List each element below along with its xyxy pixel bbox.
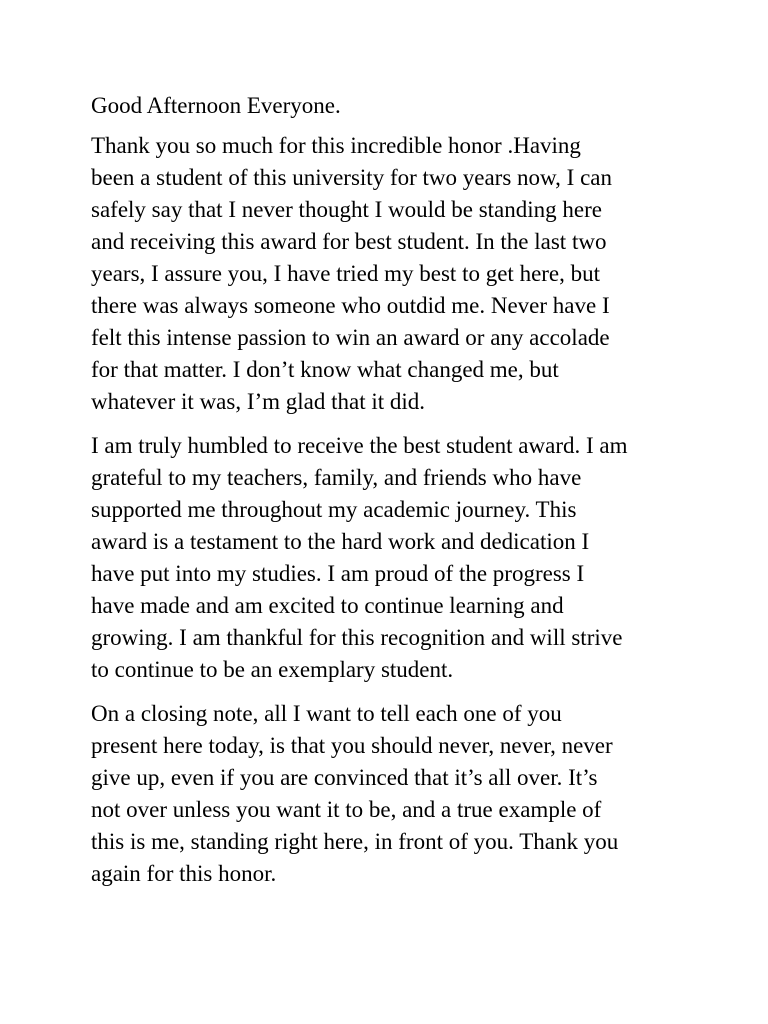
text-line: there was always someone who outdid me. Never have I bbox=[91, 293, 610, 318]
text-line: for that matter. I don’t know what changed me, but bbox=[91, 357, 559, 382]
text-line: felt this intense passion to win an award or any accolade bbox=[91, 325, 610, 350]
text-line: have put into my studies. I am proud of the progress I bbox=[91, 561, 585, 586]
text-line: this is me, standing right here, in front of you. Thank you bbox=[91, 829, 619, 854]
text-line: been a student of this university for two years now, I can bbox=[91, 165, 612, 190]
text-line: safely say that I never thought I would be standing here bbox=[91, 197, 602, 222]
text-line: have made and am excited to continue learning and bbox=[91, 593, 564, 618]
document-page bbox=[91, 90, 691, 902]
text-line: growing. I am thankful for this recognition and will strive bbox=[91, 625, 623, 650]
text-line: and receiving this award for best student. In the last two bbox=[91, 229, 607, 254]
text-line: grateful to my teachers, family, and friends who have bbox=[91, 465, 582, 490]
text-line: I am truly humbled to receive the best student award. I am bbox=[91, 433, 628, 458]
text-line: On a closing note, all I want to tell each one of you bbox=[91, 701, 562, 726]
text-line: again for this honor. bbox=[91, 861, 277, 886]
paragraph-humbled bbox=[91, 430, 691, 686]
text-line: give up, even if you are convinced that it’s all over. It’s bbox=[91, 765, 598, 790]
paragraph-closing bbox=[91, 698, 691, 890]
text-line: supported me throughout my academic journey. This bbox=[91, 497, 577, 522]
text-line: award is a testament to the hard work and dedication I bbox=[91, 529, 590, 554]
paragraph-thanks bbox=[91, 130, 691, 418]
greeting-line: Good Afternoon Everyone. bbox=[91, 93, 341, 118]
text-line: present here today, is that you should never, never, never bbox=[91, 733, 613, 758]
text-line: to continue to be an exemplary student. bbox=[91, 657, 454, 682]
text-line: years, I assure you, I have tried my best to get here, but bbox=[91, 261, 601, 286]
text-line: Thank you so much for this incredible honor .Having bbox=[91, 133, 581, 158]
text-line: whatever it was, I’m glad that it did. bbox=[91, 389, 426, 414]
text-line: not over unless you want it to be, and a true example of bbox=[91, 797, 602, 822]
